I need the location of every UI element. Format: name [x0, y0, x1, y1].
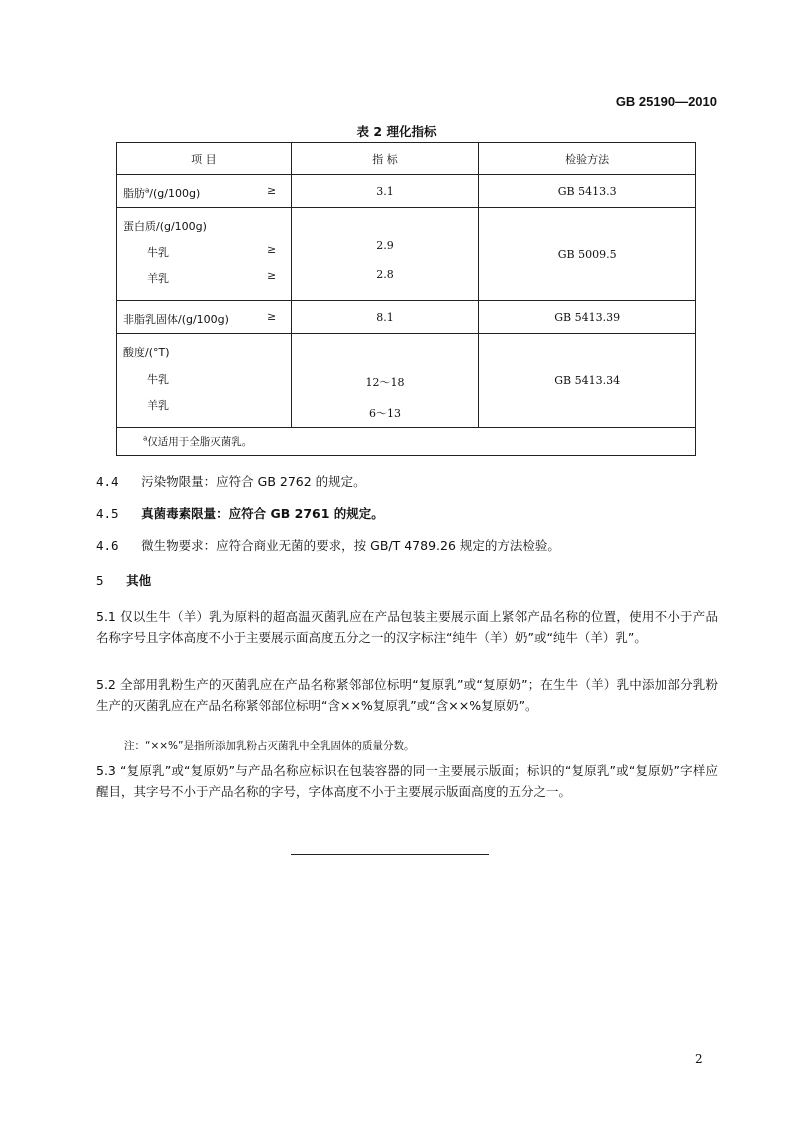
acidity-cow-value: 12～18 [365, 376, 405, 389]
fat-method: GB 5413.3 [479, 175, 696, 208]
fat-item [117, 175, 292, 208]
section-text: 污染物限量：应符合 GB 2762 的规定。 [141, 474, 366, 489]
protein-goat-value: 2.8 [376, 268, 394, 281]
paragraph-5-1: 5.1 仅以生牛（羊）乳为原料的超高温灭菌乳应在产品包装主要展示面上紧邻产品名称的位置，使用不小于产品名称字号且字体高度不小于主要展示面高度五分之一的汉字标注“纯牛（羊）奶”或“纯牛（羊）乳”。 [96, 609, 718, 645]
section-number: 4.4 [96, 474, 119, 489]
acidity-values [291, 334, 479, 428]
section-number: 5 [96, 573, 104, 588]
protein-values [291, 208, 479, 301]
section-4-5 [96, 504, 384, 522]
acidity-item [117, 334, 292, 428]
fat-ge: ≥ [267, 184, 277, 197]
fat-unit: /(g/100g) [149, 187, 201, 200]
section-4-6 [96, 536, 560, 554]
table-footnote [117, 428, 696, 456]
table-row-acidity [117, 334, 696, 428]
section-number: 4.5 [96, 506, 119, 521]
end-rule [291, 854, 489, 855]
table-row-protein [117, 208, 696, 301]
solids-item [117, 301, 292, 334]
solids-name: 非脂乳固体/(g/100g) [123, 313, 229, 326]
table-footnote-row [117, 428, 696, 456]
page-number: 2 [695, 1052, 703, 1066]
protein-goat-ge: ≥ [267, 269, 277, 282]
fat-name: 脂肪 [123, 187, 145, 200]
protein-name: 蛋白质/(g/100g) [123, 220, 207, 233]
header-item: 项 目 [117, 143, 292, 175]
standard-code: GB 25190—2010 [615, 94, 717, 109]
solids-value: 8.1 [291, 301, 479, 334]
solids-ge: ≥ [267, 310, 277, 323]
acidity-method: GB 5413.34 [479, 334, 696, 428]
protein-cow-ge: ≥ [267, 243, 277, 256]
section-number: 4.6 [96, 538, 119, 553]
header-method: 检验方法 [479, 143, 696, 175]
footnote-mark: a [143, 434, 148, 443]
paragraph-5-3: 5.3 “复原乳”或“复原奶”与产品名称应标识在包装容器的同一主要展示版面；标识的“复原乳”或“复原奶”字样应醒目，其字号不小于产品名称的字号，字体高度不小于主要展示版面高度的五分之一。 [96, 763, 718, 799]
acidity-goat-value: 6～13 [369, 407, 402, 420]
protein-method: GB 5009.5 [479, 208, 696, 301]
acidity-goat: 羊乳 [147, 399, 169, 412]
solids-method: GB 5413.39 [479, 301, 696, 334]
fat-footnote-mark: a [145, 186, 150, 195]
table-row-fat [117, 175, 696, 208]
physicochemical-table [116, 142, 696, 456]
acidity-cow: 牛乳 [147, 373, 169, 386]
table-row-solids [117, 301, 696, 334]
footnote-text: 仅适用于全脂灭菌乳。 [147, 436, 253, 448]
protein-goat: 羊乳 [147, 272, 169, 285]
table-title: 表 2 理化指标 [356, 124, 437, 139]
header-index: 指 标 [291, 143, 479, 175]
paragraph-5-2: 5.2 全部用乳粉生产的灭菌乳应在产品名称紧邻部位标明“复原乳”或“复原奶”；在生牛（羊）乳中添加部分乳粉生产的灭菌乳应在产品名称紧邻部位标明“含××%复原乳”或“含××%复原奶”。 [96, 677, 718, 713]
protein-cow: 牛乳 [147, 246, 169, 259]
fat-value: 3.1 [291, 175, 479, 208]
protein-cow-value: 2.9 [376, 239, 394, 252]
note-5-2: 注：“××%”是指所添加乳粉占灭菌乳中全乳固体的质量分数。 [124, 740, 415, 752]
section-text: 真菌毒素限量：应符合 GB 2761 的规定。 [141, 506, 384, 521]
section-4-4 [96, 472, 366, 490]
protein-item [117, 208, 292, 301]
acidity-name: 酸度/(°T) [123, 346, 170, 359]
table-header-row [117, 143, 696, 175]
section-title: 其他 [126, 573, 152, 588]
section-5-heading [96, 571, 151, 589]
section-text: 微生物要求：应符合商业无菌的要求，按 GB/T 4789.26 规定的方法检验。 [141, 538, 560, 553]
